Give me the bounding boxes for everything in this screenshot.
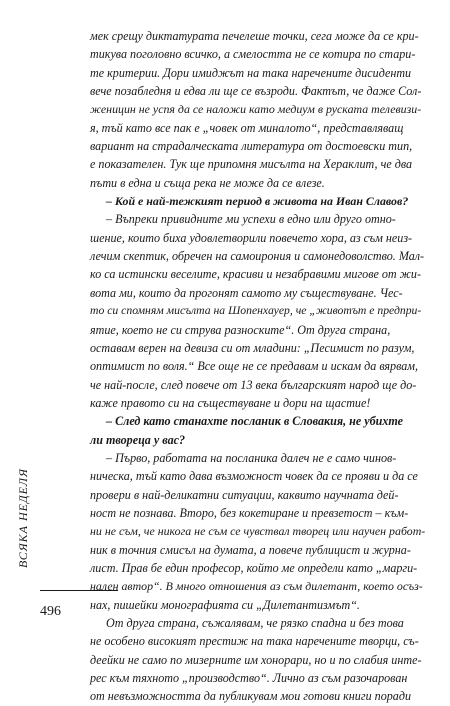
text-line: ятие, което не си струва разноските“. От друга страна, [90, 322, 391, 337]
text-line: нален автор“. В много отношения аз съм дилетант, което осъз- [90, 579, 423, 594]
text-line: ник в точния смисъл на думата, а повече публицист и журна- [90, 542, 411, 557]
text-line: тикува поголовно всичко, а смелостта не се котира по стари- [90, 47, 416, 62]
text-line: вариант на страдалческата литература от достоевски тип, [90, 139, 413, 154]
text-line: ко са истински веселите, красиви и незабравими мигове от жи- [90, 267, 421, 282]
text-line: каже правото си на съществуване и дори на щастие! [90, 395, 371, 410]
text-line: женицин не успя да се наложи като медиум в руската телевизи- [90, 102, 422, 117]
text-line: не особено високият престиж на така наречените творци, съ- [90, 634, 419, 649]
text-line: то си спомням мисълта на Шопенхауер, че „животът е предпри- [90, 304, 422, 318]
text-line: ност не познава. Второ, без кокетиране и превзетост – към- [90, 505, 409, 520]
interview-question-line: ли твореца у вас? [90, 432, 186, 447]
page-number: 496 [40, 604, 61, 619]
text-line: вота ми, които да прогонят самото му съществуване. Чес- [90, 285, 403, 300]
text-line: От друга страна, съжалявам, че рязко спадна и без това [106, 616, 404, 630]
text-line: мек срещу диктатурата печелеше точки, сега може да се кри- [90, 29, 419, 43]
interview-question-line: – Кой е най-тежкият период в живота на Иван Славов? [106, 194, 409, 209]
text-line: от невъзможността да публикувам мои готови книги поради [90, 689, 411, 704]
text-line: деейки не само по мизерните им хонорари, но и по слабия инте- [90, 652, 422, 667]
text-line: ническа, тъй като дава възможност човек да се прояви и да се [90, 469, 418, 484]
text-line: лист. Прав бе един професор, който ме определи като „марги- [90, 560, 418, 575]
text-line: рес към тяхното „производство“. Лично аз съм разочарован [90, 671, 408, 686]
footer-rule [40, 590, 118, 591]
text-line: нах, пишейки монографията си „Дилетантизмът“. [90, 597, 360, 612]
text-line: шение, които биха удовлетворили повечето хора, аз съм неиз- [90, 230, 413, 245]
text-line: вече позабледня и едва ли ще се възроди. Фактът, че даже Сол- [90, 84, 422, 99]
running-head: ВСЯКА НЕДЕЛЯ [16, 468, 30, 568]
text-line: провери в най-деликатни ситуации, каквито научната дей- [90, 487, 399, 502]
text-line: – Първо, работата на посланика далеч не е само чинов- [106, 450, 397, 465]
text-line: че най-после, след повече от 13 века българският народ ще до- [90, 377, 417, 392]
text-line: оставам верен на девиза си от младини: „Песимист по разум, [90, 340, 415, 355]
text-line: пъти в една и съща река не може да се влезе. [90, 175, 325, 190]
text-line: те критерии. Дори имиджът на така наречените дисиденти [90, 65, 412, 80]
interview-question-line: – След като станахте посланик в Словакия, не убихте [106, 414, 404, 429]
text-line: ни не съм, че никога не съм се чувствал творец или научен работ- [90, 524, 426, 539]
text-line: оптимист по воля.“ Все още не се предавам и искам да вярвам, [90, 359, 419, 374]
text-line: е показателен. Тук ще припомня мисълта на Хераклит, че два [90, 157, 413, 172]
text-line: лечим скептик, обречен на самоирония и самонедоволство. Мал- [90, 249, 425, 264]
text-line: – Въпреки привидните ми успехи в едно или друго отно- [106, 212, 396, 227]
body-text [90, 27, 426, 706]
text-line: я, тъй като все пак е „човек от миналото“, представляващ [90, 120, 404, 135]
